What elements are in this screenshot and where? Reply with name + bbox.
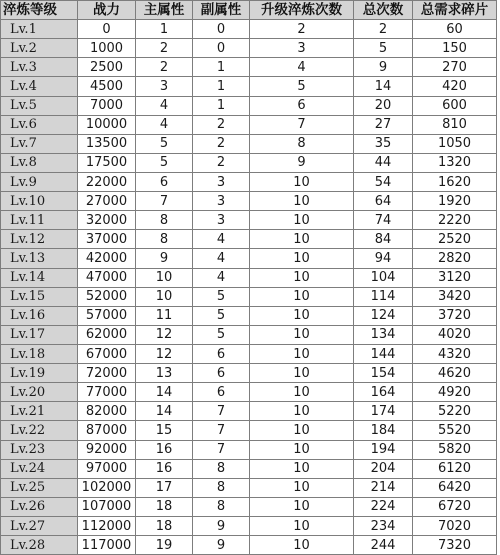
cell-power: 32000 [78,211,136,230]
cell-total-count: 144 [354,344,413,363]
cell-upgrade-count: 5 [250,77,354,96]
cell-upgrade-count: 8 [250,134,354,153]
cell-upgrade-count: 10 [250,478,354,497]
cell-main-attribute: 15 [136,421,193,440]
cell-sub-attribute: 4 [193,249,250,268]
cell-main-attribute: 18 [136,497,193,516]
cell-upgrade-count: 10 [250,516,354,535]
cell-main-attribute: 7 [136,192,193,211]
cell-sub-attribute: 9 [193,516,250,535]
cell-sub-attribute: 7 [193,421,250,440]
cell-total-shards: 2820 [413,249,497,268]
cell-power: 67000 [78,344,136,363]
cell-total-count: 204 [354,459,413,478]
cell-level: Lv.20 [1,383,78,402]
cell-sub-attribute: 9 [193,536,250,555]
cell-power: 82000 [78,402,136,421]
table-row [1,96,497,115]
table-row [1,249,497,268]
cell-total-shards: 2220 [413,211,497,230]
cell-power: 62000 [78,325,136,344]
cell-level: Lv.25 [1,478,78,497]
cell-total-count: 134 [354,325,413,344]
cell-total-count: 174 [354,402,413,421]
cell-sub-attribute: 7 [193,402,250,421]
cell-main-attribute: 18 [136,516,193,535]
header-total-count: 总次数 [354,1,413,20]
cell-main-attribute: 19 [136,536,193,555]
cell-total-shards: 1320 [413,153,497,172]
cell-main-attribute: 13 [136,364,193,383]
cell-level: Lv.14 [1,268,78,287]
table-row [1,536,497,555]
table-row [1,306,497,325]
table-row [1,211,497,230]
cell-upgrade-count: 10 [250,211,354,230]
cell-power: 72000 [78,364,136,383]
cell-sub-attribute: 5 [193,287,250,306]
level-table-body [1,1,497,555]
cell-power: 117000 [78,536,136,555]
cell-sub-attribute: 8 [193,478,250,497]
table-row [1,287,497,306]
header-sub-attribute: 副属性 [193,1,250,20]
cell-level: Lv.9 [1,172,78,191]
cell-upgrade-count: 7 [250,115,354,134]
cell-total-shards: 600 [413,96,497,115]
cell-total-count: 154 [354,364,413,383]
cell-total-count: 104 [354,268,413,287]
cell-total-shards: 4620 [413,364,497,383]
cell-main-attribute: 16 [136,459,193,478]
cell-level: Lv.3 [1,58,78,77]
table-header-row [1,1,497,20]
cell-total-shards: 3720 [413,306,497,325]
cell-power: 47000 [78,268,136,287]
cell-upgrade-count: 10 [250,497,354,516]
cell-power: 102000 [78,478,136,497]
cell-power: 112000 [78,516,136,535]
cell-main-attribute: 8 [136,211,193,230]
cell-sub-attribute: 1 [193,96,250,115]
cell-level: Lv.26 [1,497,78,516]
cell-upgrade-count: 2 [250,20,354,39]
cell-sub-attribute: 0 [193,39,250,58]
cell-upgrade-count: 10 [250,344,354,363]
cell-level: Lv.19 [1,364,78,383]
cell-total-shards: 4020 [413,325,497,344]
cell-main-attribute: 4 [136,96,193,115]
table-row [1,440,497,459]
cell-level: Lv.21 [1,402,78,421]
cell-sub-attribute: 6 [193,364,250,383]
cell-power: 77000 [78,383,136,402]
cell-total-shards: 4920 [413,383,497,402]
cell-sub-attribute: 0 [193,20,250,39]
cell-main-attribute: 6 [136,172,193,191]
cell-sub-attribute: 1 [193,58,250,77]
cell-power: 13500 [78,134,136,153]
cell-total-count: 94 [354,249,413,268]
cell-total-count: 64 [354,192,413,211]
cell-total-shards: 5520 [413,421,497,440]
cell-total-count: 244 [354,536,413,555]
cell-power: 4500 [78,77,136,96]
cell-sub-attribute: 5 [193,325,250,344]
cell-level: Lv.16 [1,306,78,325]
cell-level: Lv.4 [1,77,78,96]
cell-upgrade-count: 10 [250,459,354,478]
cell-upgrade-count: 10 [250,440,354,459]
cell-total-shards: 6420 [413,478,497,497]
cell-sub-attribute: 3 [193,211,250,230]
cell-total-shards: 1050 [413,134,497,153]
cell-power: 37000 [78,230,136,249]
cell-upgrade-count: 10 [250,364,354,383]
cell-main-attribute: 9 [136,249,193,268]
cell-main-attribute: 2 [136,58,193,77]
cell-upgrade-count: 10 [250,536,354,555]
cell-total-count: 14 [354,77,413,96]
cell-level: Lv.2 [1,39,78,58]
cell-power: 27000 [78,192,136,211]
cell-sub-attribute: 5 [193,306,250,325]
cell-power: 57000 [78,306,136,325]
table-row [1,115,497,134]
cell-sub-attribute: 2 [193,115,250,134]
cell-main-attribute: 4 [136,115,193,134]
cell-main-attribute: 5 [136,153,193,172]
cell-level: Lv.24 [1,459,78,478]
table-row [1,459,497,478]
cell-upgrade-count: 10 [250,192,354,211]
cell-total-count: 184 [354,421,413,440]
cell-total-count: 74 [354,211,413,230]
cell-level: Lv.7 [1,134,78,153]
cell-level: Lv.11 [1,211,78,230]
cell-sub-attribute: 3 [193,192,250,211]
cell-upgrade-count: 10 [250,172,354,191]
cell-sub-attribute: 4 [193,230,250,249]
table-row [1,478,497,497]
cell-total-count: 164 [354,383,413,402]
table-row [1,39,497,58]
cell-total-count: 35 [354,134,413,153]
cell-upgrade-count: 10 [250,249,354,268]
cell-total-count: 234 [354,516,413,535]
cell-upgrade-count: 10 [250,268,354,287]
cell-upgrade-count: 10 [250,287,354,306]
cell-power: 0 [78,20,136,39]
cell-sub-attribute: 6 [193,383,250,402]
cell-power: 10000 [78,115,136,134]
cell-power: 17500 [78,153,136,172]
table-row [1,172,497,191]
cell-upgrade-count: 10 [250,306,354,325]
cell-main-attribute: 8 [136,230,193,249]
cell-power: 87000 [78,421,136,440]
cell-main-attribute: 12 [136,344,193,363]
cell-total-shards: 3120 [413,268,497,287]
cell-upgrade-count: 9 [250,153,354,172]
table-row [1,268,497,287]
cell-power: 107000 [78,497,136,516]
cell-power: 22000 [78,172,136,191]
cell-total-count: 54 [354,172,413,191]
cell-level: Lv.12 [1,230,78,249]
cell-main-attribute: 14 [136,383,193,402]
table-row [1,134,497,153]
cell-sub-attribute: 4 [193,268,250,287]
cell-total-count: 44 [354,153,413,172]
cell-total-shards: 6120 [413,459,497,478]
cell-total-count: 9 [354,58,413,77]
cell-total-count: 194 [354,440,413,459]
cell-level: Lv.6 [1,115,78,134]
cell-total-shards: 5220 [413,402,497,421]
cell-upgrade-count: 10 [250,402,354,421]
cell-total-count: 2 [354,20,413,39]
cell-total-shards: 810 [413,115,497,134]
cell-level: Lv.1 [1,20,78,39]
cell-power: 1000 [78,39,136,58]
table-row [1,230,497,249]
table-row [1,497,497,516]
cell-total-count: 224 [354,497,413,516]
cell-total-count: 27 [354,115,413,134]
cell-total-shards: 150 [413,39,497,58]
cell-main-attribute: 3 [136,77,193,96]
header-total-shards: 总需求碎片 [413,1,497,20]
cell-level: Lv.15 [1,287,78,306]
cell-total-count: 84 [354,230,413,249]
cell-sub-attribute: 8 [193,459,250,478]
header-power: 战力 [78,1,136,20]
cell-total-count: 214 [354,478,413,497]
cell-upgrade-count: 10 [250,325,354,344]
cell-upgrade-count: 6 [250,96,354,115]
cell-total-count: 20 [354,96,413,115]
cell-level: Lv.18 [1,344,78,363]
cell-total-count: 124 [354,306,413,325]
table-row [1,58,497,77]
table-row [1,402,497,421]
cell-upgrade-count: 3 [250,39,354,58]
cell-sub-attribute: 2 [193,134,250,153]
table-row [1,516,497,535]
cell-total-shards: 3420 [413,287,497,306]
cell-total-shards: 7320 [413,536,497,555]
cell-level: Lv.23 [1,440,78,459]
cell-total-count: 5 [354,39,413,58]
cell-level: Lv.27 [1,516,78,535]
cell-level: Lv.22 [1,421,78,440]
header-main-attribute: 主属性 [136,1,193,20]
cell-upgrade-count: 10 [250,230,354,249]
cell-level: Lv.17 [1,325,78,344]
table-row [1,325,497,344]
cell-power: 2500 [78,58,136,77]
cell-level: Lv.5 [1,96,78,115]
cell-total-shards: 4320 [413,344,497,363]
cell-total-shards: 2520 [413,230,497,249]
cell-power: 97000 [78,459,136,478]
cell-main-attribute: 17 [136,478,193,497]
cell-power: 7000 [78,96,136,115]
cell-sub-attribute: 6 [193,344,250,363]
cell-main-attribute: 12 [136,325,193,344]
cell-total-shards: 1920 [413,192,497,211]
cell-level: Lv.8 [1,153,78,172]
cell-main-attribute: 10 [136,268,193,287]
cell-total-shards: 7020 [413,516,497,535]
cell-sub-attribute: 8 [193,497,250,516]
cell-main-attribute: 14 [136,402,193,421]
table-row [1,364,497,383]
table-row [1,20,497,39]
cell-main-attribute: 10 [136,287,193,306]
cell-sub-attribute: 1 [193,77,250,96]
cell-total-shards: 420 [413,77,497,96]
cell-upgrade-count: 10 [250,421,354,440]
table-row [1,192,497,211]
table-row [1,77,497,96]
table-row [1,153,497,172]
cell-sub-attribute: 7 [193,440,250,459]
table-row [1,344,497,363]
cell-sub-attribute: 3 [193,172,250,191]
cell-upgrade-count: 10 [250,383,354,402]
cell-total-shards: 6720 [413,497,497,516]
header-upgrade-count: 升级淬炼次数 [250,1,354,20]
cell-main-attribute: 5 [136,134,193,153]
cell-main-attribute: 16 [136,440,193,459]
cell-power: 52000 [78,287,136,306]
cell-level: Lv.13 [1,249,78,268]
cell-total-shards: 270 [413,58,497,77]
cell-main-attribute: 11 [136,306,193,325]
cell-total-shards: 1620 [413,172,497,191]
header-level: 淬炼等级 [1,1,78,20]
cell-level: Lv.28 [1,536,78,555]
table-row [1,421,497,440]
cell-total-shards: 60 [413,20,497,39]
table-row [1,383,497,402]
cell-power: 42000 [78,249,136,268]
cell-total-shards: 5820 [413,440,497,459]
cell-sub-attribute: 2 [193,153,250,172]
cell-power: 92000 [78,440,136,459]
cell-upgrade-count: 4 [250,58,354,77]
cell-main-attribute: 2 [136,39,193,58]
cell-total-count: 114 [354,287,413,306]
cell-level: Lv.10 [1,192,78,211]
cell-main-attribute: 1 [136,20,193,39]
